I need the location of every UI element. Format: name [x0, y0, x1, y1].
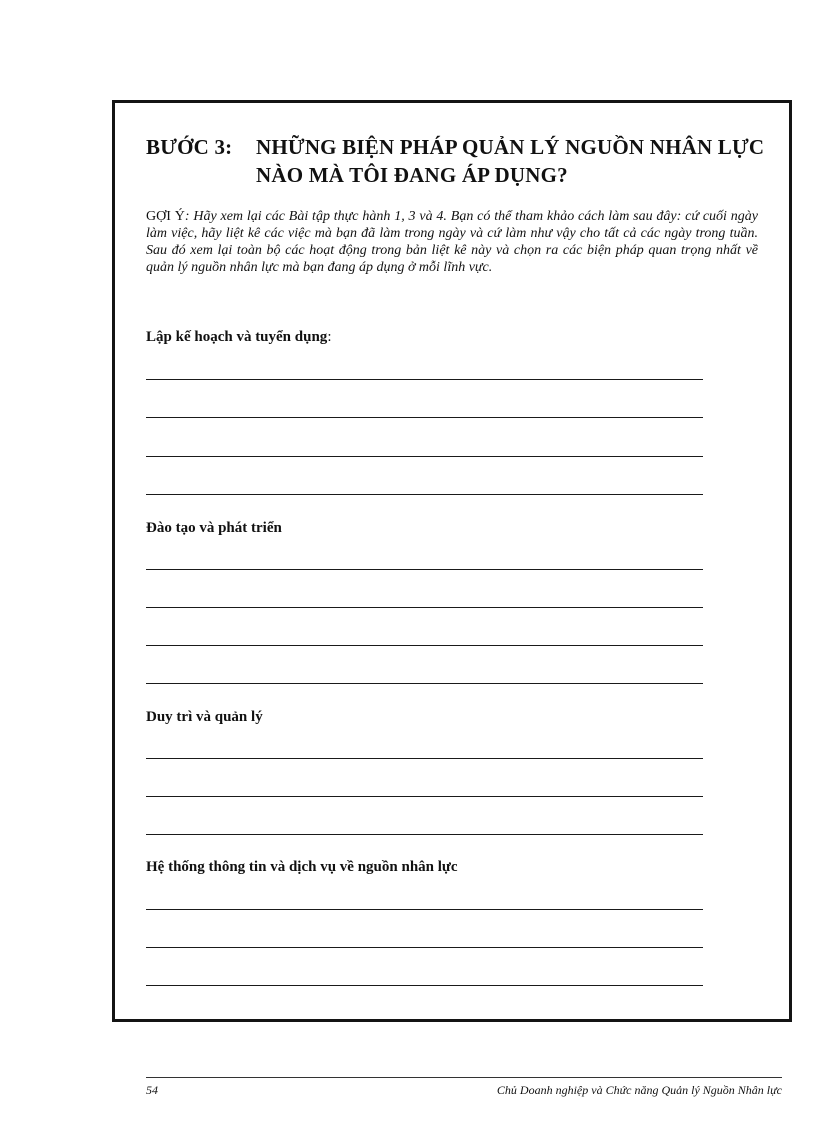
hint-text: : Hãy xem lại các Bài tập thực hành 1, 3 và 4. Bạn có thể tham khảo cách làm sau đây: cứ cuối ngày làm việc, hãy liệt kê các việc mà bạn đã làm trong ngày và cứ làm như vậy cho tất cả các ngày trong tuần. Sau đó xem lại toàn bộ các hoạt động trong bản liệt kê này và chọn ra các biện pháp quan trọng nhất về quản lý nguồn nhân lực mà bạn đang áp dụng ở mỗi lĩnh vực.: [146, 209, 758, 275]
section-label-colon: :: [327, 329, 332, 345]
step-number: BƯỚC 3:: [146, 135, 233, 159]
answer-line[interactable]: [146, 834, 703, 835]
page-title: [146, 133, 764, 161]
answer-line[interactable]: [146, 985, 703, 986]
answer-line[interactable]: [146, 758, 703, 759]
answer-line[interactable]: [146, 947, 703, 948]
answer-line[interactable]: [146, 796, 703, 797]
answer-line[interactable]: [146, 683, 703, 684]
footer-rule: [146, 1077, 782, 1078]
section-label-text: Lập kế hoạch và tuyển dụng: [146, 329, 328, 345]
answer-line[interactable]: [146, 494, 703, 495]
running-footer-title: Chủ Doanh nghiệp và Chức năng Quản lý Nguồn Nhân lực: [496, 1083, 782, 1097]
hint-paragraph: [146, 208, 758, 276]
hint-label: GỢI Ý: [146, 209, 185, 224]
page-number: 54: [146, 1083, 158, 1097]
answer-line[interactable]: [146, 417, 703, 418]
section-label-maintenance: Duy trì và quản lý: [146, 709, 263, 725]
answer-line[interactable]: [146, 569, 703, 570]
answer-line[interactable]: [146, 379, 703, 380]
section-label-planning: [146, 329, 331, 346]
answer-line[interactable]: [146, 645, 703, 646]
section-label-hr-information: Hệ thống thông tin và dịch vụ về nguồn nhân lực: [146, 859, 458, 875]
answer-line[interactable]: [146, 607, 703, 608]
title-line-2: NÀO MÀ TÔI ĐANG ÁP DỤNG?: [256, 163, 568, 187]
title-line-1: NHỮNG BIỆN PHÁP QUẢN LÝ NGUỒN NHÂN LỰC: [256, 135, 765, 159]
answer-line[interactable]: [146, 456, 703, 457]
answer-line[interactable]: [146, 909, 703, 910]
section-label-training: Đào tạo và phát triển: [146, 520, 282, 536]
